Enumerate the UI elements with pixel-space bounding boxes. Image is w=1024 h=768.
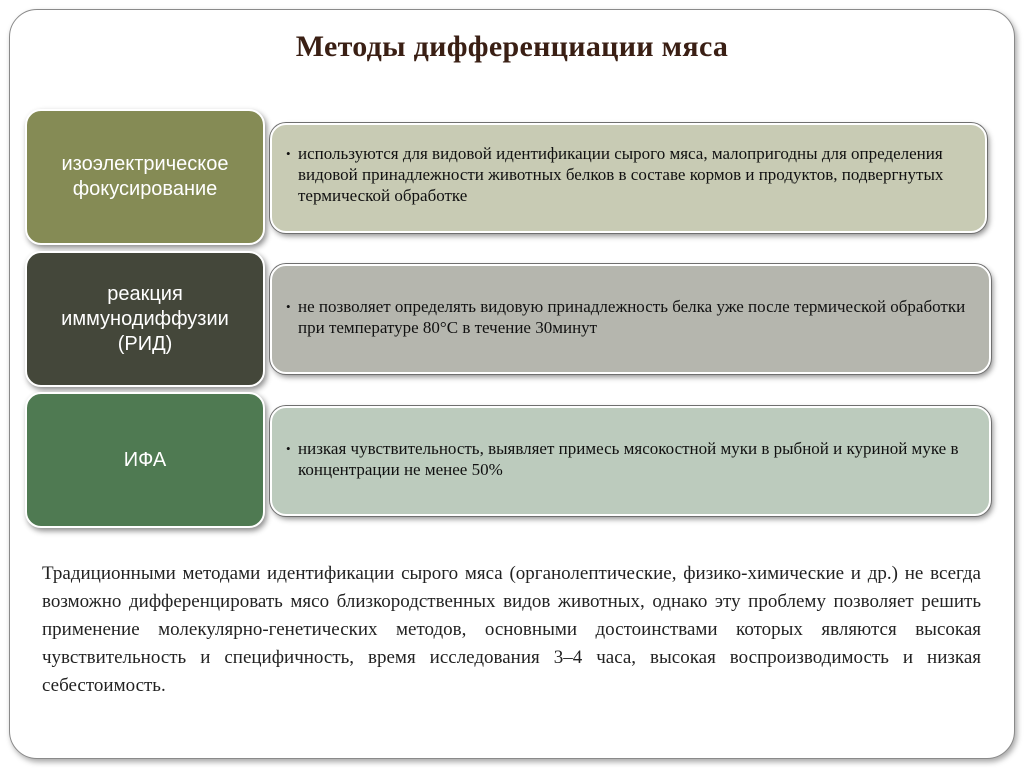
method-box-immunodiffusion [25,251,265,387]
method-box-isoelectric [25,109,265,245]
bullet-icon: • [286,146,291,161]
bullet-icon: • [286,299,291,314]
method-label: реакция иммунодиффузии (РИД) [61,282,229,355]
method-label: изоэлектрическое фокусирование [61,153,229,200]
method-label: ИФА [123,448,167,471]
method-description-isoelectric [270,123,987,233]
method-box-ifa [25,392,265,528]
method-description-ifa [270,406,991,516]
body-paragraph: Традиционными методами идентификации сырого мяса (органолептические, физико-химические и др.) не всегда возможно дифференцировать мясо близкородственных видов животных, однако эту проблему позволяет решить применение молекулярно-генетических методов, основными достоинствами которых являются высокая чувствительность и специфичность, время исследования 3–4 часа, высокая воспроизводимость и низкая себестоимость. [42,563,981,696]
method-description-immunodiffusion [270,264,991,374]
method-description-text: используются для видовой идентификации сырого мяса, малопригодны для определения видовой принадлежности животных белков в составе кормов и продуктов, подвергнутых термической обработке [298,144,944,205]
slide-title: Методы дифференциации мяса [295,30,729,63]
method-description-text: низкая чувствительность, выявляет примесь мясокостной муки в рыбной и куриной муке в концентрации не менее 50% [298,439,959,479]
bullet-icon: • [286,441,291,456]
method-description-text: не позволяет определять видовую принадлежность белка уже после термической обработки при температуре 80°С в течение 30минут [298,297,966,337]
